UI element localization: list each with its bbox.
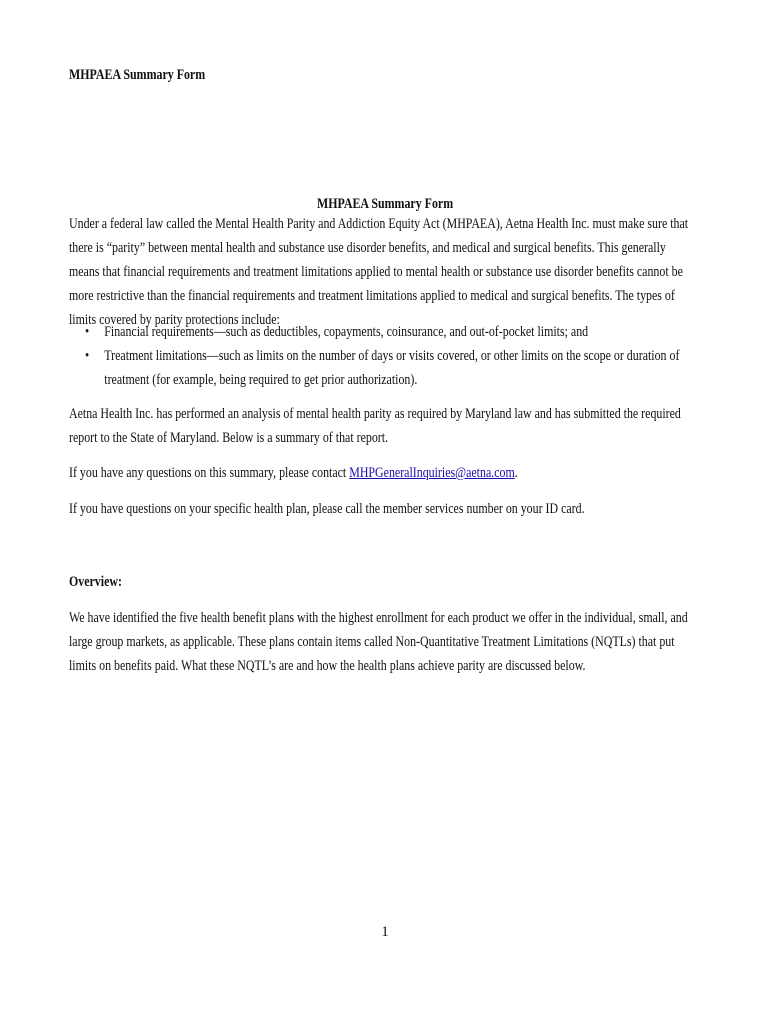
- page-number: 1: [381, 924, 389, 940]
- bullet-icon: •: [84, 324, 90, 340]
- form-title-text: MHPAEA Summary Form: [316, 195, 454, 212]
- plan-questions-paragraph: If you have questions on your specific health plan, please call the member services number on your ID card.: [69, 501, 585, 517]
- bullet-icon: •: [84, 348, 90, 364]
- list-item-text: Financial requirements—such as deductibles, copayments, coinsurance, and out-of-pocket limits; and: [104, 324, 589, 340]
- overview-heading: Overview:: [69, 574, 122, 590]
- questions-suffix: .: [514, 465, 518, 481]
- overview-paragraph: We have identified the five health benefit plans with the highest enrollment for each product we offer in the individual, small, and large group markets, as applicable. These plans contain items called Non-Quantitative Treatment Limitations (NQTLs) that put limits on benefits paid. What these NQTL’s are and how the health plans achieve parity are discussed below.: [69, 610, 688, 674]
- parity-limits-list: [69, 320, 697, 392]
- page-header-title: MHPAEA Summary Form: [69, 67, 206, 83]
- list-item: [69, 344, 697, 392]
- inquiries-email-link[interactable]: MHPGeneralInquiries@aetna.com: [349, 465, 515, 481]
- questions-paragraph: [69, 461, 697, 485]
- analysis-paragraph: Aetna Health Inc. has performed an analysis of mental health parity as required by Maryland law and has submitted the required report to the State of Maryland. Below is a summary of that report.: [69, 406, 681, 446]
- questions-prefix: If you have any questions on this summary, please contact: [69, 465, 350, 481]
- list-item-text: Treatment limitations—such as limits on the number of days or visits covered, or other limits on the scope or duration of treatment (for example, being required to get prior authorization).: [104, 348, 680, 388]
- list-item: [69, 320, 697, 344]
- intro-paragraph: Under a federal law called the Mental Health Parity and Addiction Equity Act (MHPAEA), Aetna Health Inc. must make sure that there is “parity” between mental health and substance use disorder benefits, and medical and surgical benefits. This generally means that financial requirements and treatment limitations applied to mental health or substance use disorder benefits cannot be more restrictive than the financial requirements and treatment limitations applied to medical and surgical benefits. The types of limits covered by parity protections include:: [69, 216, 689, 328]
